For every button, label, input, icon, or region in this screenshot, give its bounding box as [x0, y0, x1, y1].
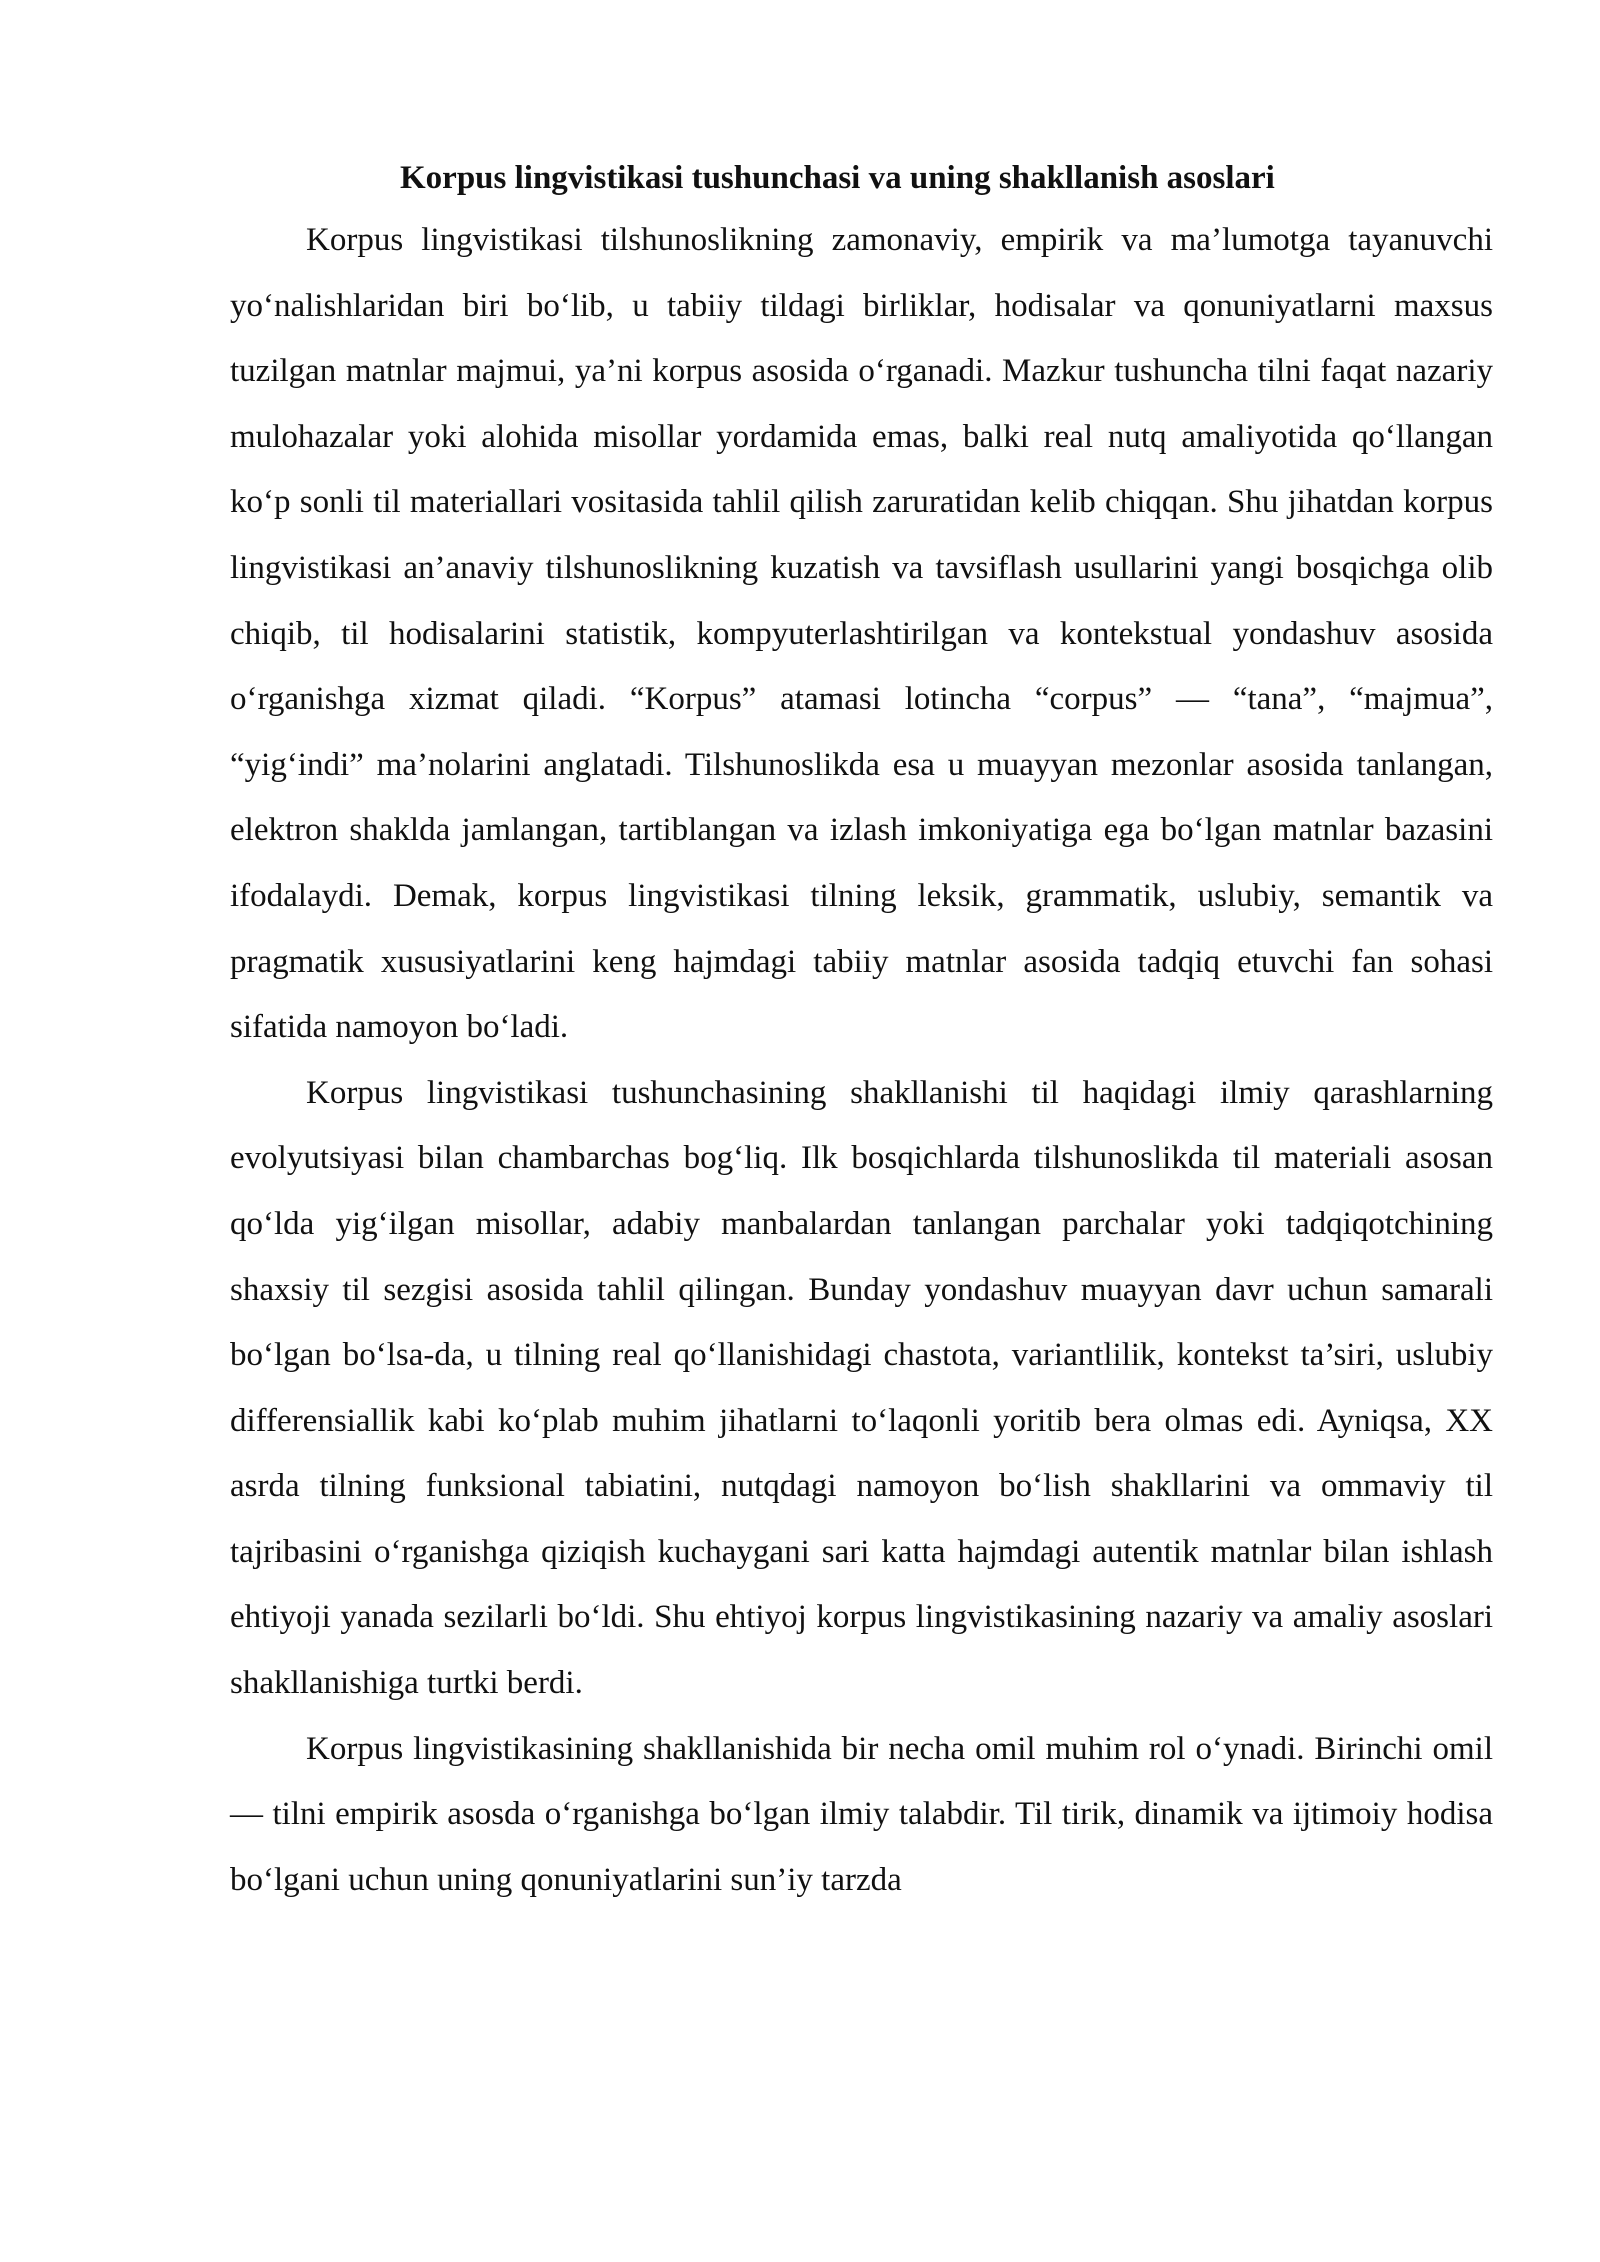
paragraph-3: Korpus lingvistikasining shakllanishida bir necha omil muhim rol o‘ynadi. Birinchi omil — tilni empirik asosda o‘rganishga bo‘lgan ilmiy talabdir. Til tirik, dinamik va ijtimoiy hodisa bo‘lgani uchun uning qonuniyatlarini sun’iy tarzda	[230, 1730, 1493, 1898]
paragraph-1: Korpus lingvistikasi tilshunoslikning zamonaviy, empirik va ma’lumotga tayanuvchi yo‘nalishlaridan biri bo‘lib, u tabiiy tildagi birliklar, hodisalar va qonuniyatlarni maxsus tuzilgan matnlar majmui, ya’ni korpus asosida o‘rganadi. Mazkur tushuncha tilni faqat nazariy mulohazalar yoki alohida misollar yordamida emas, balki real nutq amaliyotida qo‘llangan ko‘p sonli til materiallari vositasida tahlil qilish zaruratidan kelib chiqqan. Shu jihatdan korpus lingvistikasi an’anaviy tilshunoslikning kuzatish va tavsiflash usullarini yangi bosqichga olib chiqib, til hodisalarini statistik, kompyuterlashtirilgan va kontekstual yondashuv asosida o‘rganishga xizmat qiladi. “Korpus” atamasi lotincha “corpus” — “tana”, “majmua”, “yig‘indi” ma’nolarini anglatadi. Tilshunoslikda esa u muayyan mezonlar asosida tanlangan, elektron shaklda jamlangan, tartiblangan va izlash imkoniyatiga ega bo‘lgan matnlar bazasini ifodalaydi. Demak, korpus lingvistikasi tilning leksik, grammatik, uslubiy, semantik va pragmatik xususiyatlarini keng hajmdagi tabiiy matnlar asosida tadqiq etuvchi fan sohasi sifatida namoyon bo‘ladi.	[230, 222, 1493, 1046]
document-page	[230, 149, 1493, 1913]
document-title: Korpus lingvistikasi tushunchasi va uning shakllanish asoslari	[400, 160, 1275, 196]
paragraph-2: Korpus lingvistikasi tushunchasining shakllanishi til haqidagi ilmiy qarashlarning evolyutsiyasi bilan chambarchas bog‘liq. Ilk bosqichlarda tilshunoslikda til materiali asosan qo‘lda yig‘ilgan misollar, adabiy manbalardan tanlangan parchalar yoki tadqiqotchining shaxsiy til sezgisi asosida tahlil qilingan. Bunday yondashuv muayyan davr uchun samarali bo‘lgan bo‘lsa-da, u tilning real qo‘llanishidagi chastota, variantlilik, kontekst ta’siri, uslubiy differensiallik kabi ko‘plab muhim jihatlarni to‘laqonli yoritib bera olmas edi. Ayniqsa, XX asrda tilning funksional tabiatini, nutqdagi namoyon bo‘lish shakllarini va ommaviy til tajribasini o‘rganishga qiziqish kuchaygani sari katta hajmdagi autentik matnlar bilan ishlash ehtiyoji yanada sezilarli bo‘ldi. Shu ehtiyoj korpus lingvistikasining nazariy va amaliy asoslari shakllanishiga turtki berdi.	[230, 1074, 1493, 1702]
